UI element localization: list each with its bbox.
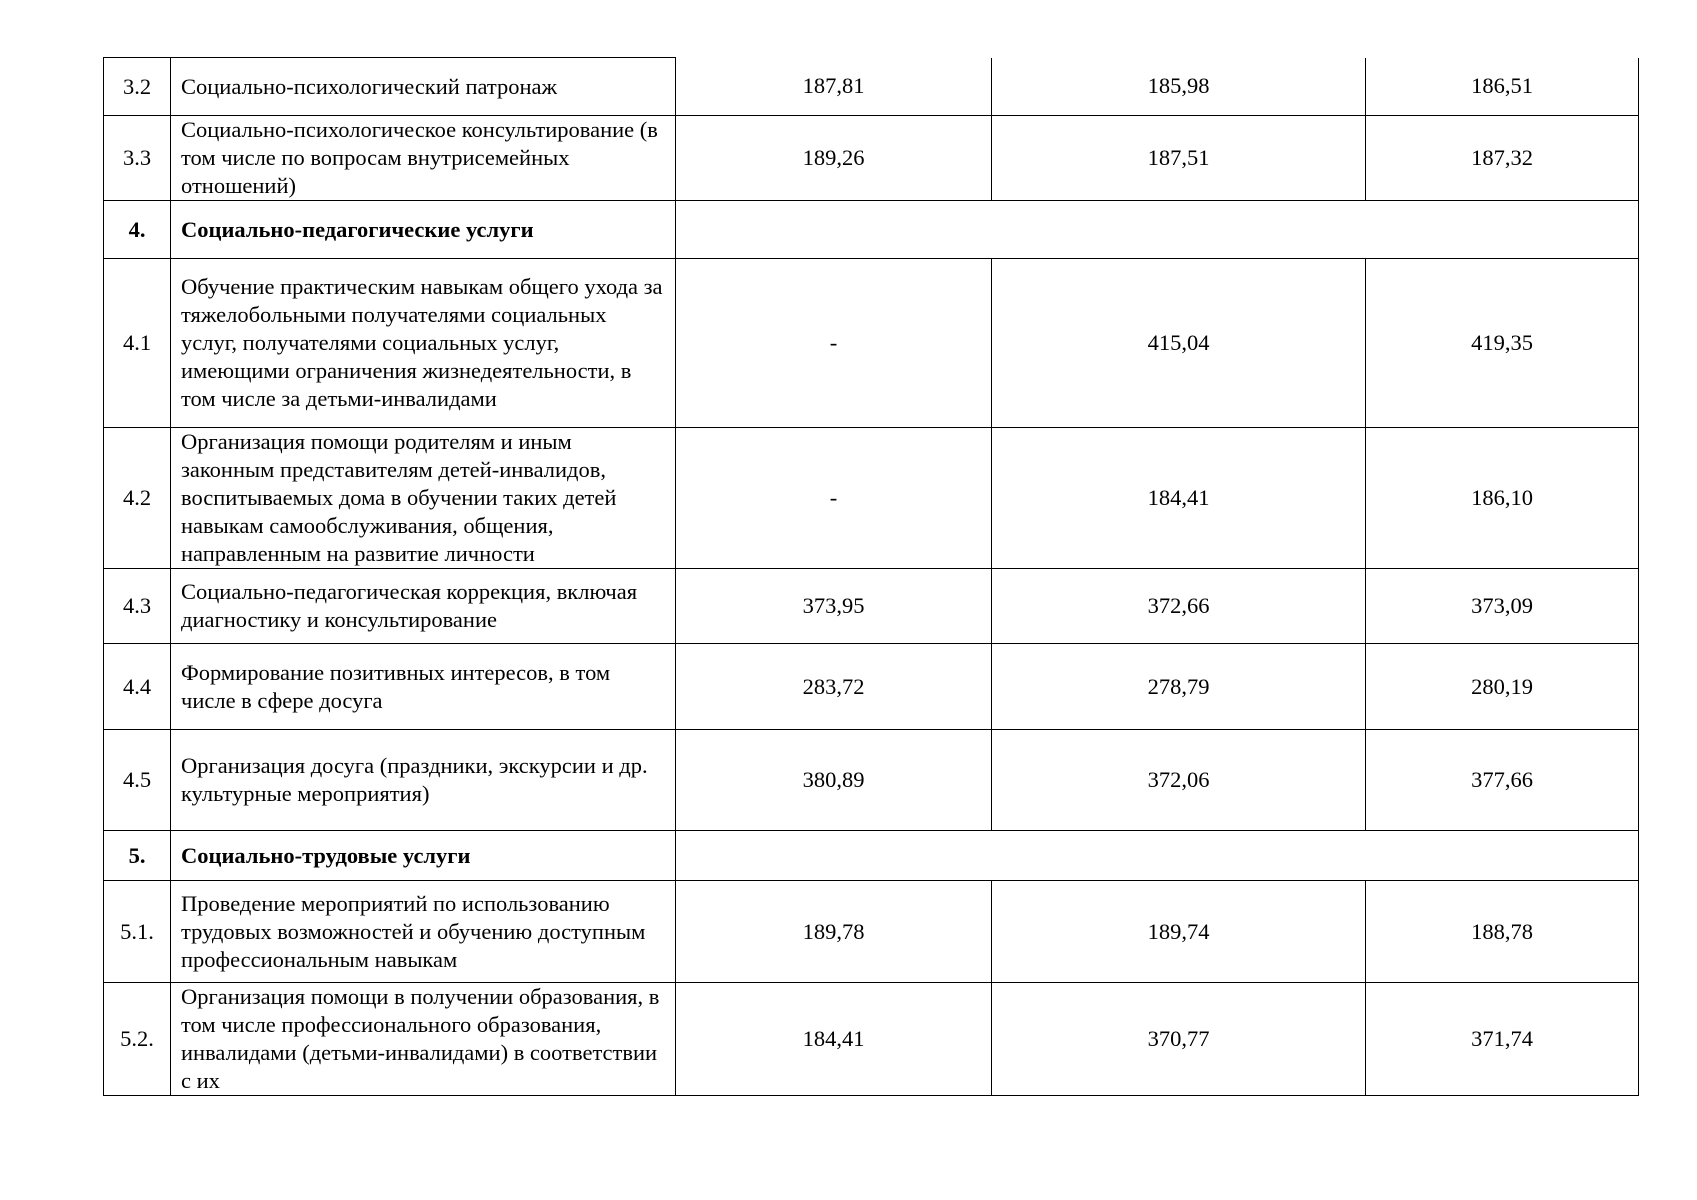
service-name: Обучение практическим навыкам общего ухода за тяжелобольными получателями социальных услуг, получателями социальных услуг, имеющими ограничения жизнедеятельности, в том числе за детьми-инвалидами xyxy=(171,259,676,428)
value-col-3: 186,10 xyxy=(1366,428,1639,569)
service-name: Социально-психологическое консультирование (в том числе по вопросам внутрисемейных отношений) xyxy=(171,116,676,201)
row-number: 5.2. xyxy=(104,983,171,1096)
row-number: 4.1 xyxy=(104,259,171,428)
value-col-2: 185,98 xyxy=(992,58,1366,116)
section-row xyxy=(104,831,1639,881)
value-col-1: 373,95 xyxy=(676,569,992,644)
table-body xyxy=(104,58,1639,1096)
tariff-table xyxy=(103,57,1639,1096)
row-number: 4.2 xyxy=(104,428,171,569)
service-name: Социально-педагогическая коррекция, включая диагностику и консультирование xyxy=(171,569,676,644)
value-col-3: 186,51 xyxy=(1366,58,1639,116)
table-row xyxy=(104,58,1639,116)
value-col-3: 371,74 xyxy=(1366,983,1639,1096)
value-col-1: 380,89 xyxy=(676,730,992,831)
value-col-1: 187,81 xyxy=(676,58,992,116)
value-col-1: 189,78 xyxy=(676,881,992,983)
value-col-2: 415,04 xyxy=(992,259,1366,428)
row-number: 4.5 xyxy=(104,730,171,831)
table-row xyxy=(104,116,1639,201)
service-name: Организация помощи в получении образования, в том числе профессионального образования, инвалидами (детьми-инвалидами) в соответствии с их xyxy=(171,983,676,1096)
table-row xyxy=(104,644,1639,730)
value-col-1: - xyxy=(676,259,992,428)
row-number: 3.3 xyxy=(104,116,171,201)
value-col-2: 184,41 xyxy=(992,428,1366,569)
row-number: 5.1. xyxy=(104,881,171,983)
section-number: 5. xyxy=(104,831,171,881)
value-col-1: 184,41 xyxy=(676,983,992,1096)
table-row xyxy=(104,569,1639,644)
section-number: 4. xyxy=(104,201,171,259)
value-col-3: 419,35 xyxy=(1366,259,1639,428)
table-row xyxy=(104,428,1639,569)
value-col-3: 373,09 xyxy=(1366,569,1639,644)
service-name: Организация помощи родителям и иным законным представителям детей-инвалидов, воспитываемых дома в обучении таких детей навыкам самообслуживания, общения, направленным на развитие личности xyxy=(171,428,676,569)
table-row xyxy=(104,881,1639,983)
table-row xyxy=(104,730,1639,831)
value-col-2: 370,77 xyxy=(992,983,1366,1096)
table-row xyxy=(104,259,1639,428)
value-col-2: 372,66 xyxy=(992,569,1366,644)
value-col-2: 278,79 xyxy=(992,644,1366,730)
service-name: Социально-психологический патронаж xyxy=(171,58,676,116)
value-col-3: 280,19 xyxy=(1366,644,1639,730)
value-col-1: 189,26 xyxy=(676,116,992,201)
row-number: 4.4 xyxy=(104,644,171,730)
value-col-2: 372,06 xyxy=(992,730,1366,831)
value-col-1: - xyxy=(676,428,992,569)
row-number: 4.3 xyxy=(104,569,171,644)
section-title: Социально-педагогические услуги xyxy=(171,201,676,259)
service-name: Проведение мероприятий по использованию трудовых возможностей и обучению доступным профессиональным навыкам xyxy=(171,881,676,983)
section-row xyxy=(104,201,1639,259)
service-name: Организация досуга (праздники, экскурсии и др. культурные мероприятия) xyxy=(171,730,676,831)
value-col-3: 377,66 xyxy=(1366,730,1639,831)
value-col-2: 187,51 xyxy=(992,116,1366,201)
service-name: Формирование позитивных интересов, в том числе в сфере досуга xyxy=(171,644,676,730)
table-row xyxy=(104,983,1639,1096)
value-col-3: 188,78 xyxy=(1366,881,1639,983)
section-title: Социально-трудовые услуги xyxy=(171,831,676,881)
value-col-1: 283,72 xyxy=(676,644,992,730)
section-empty-cell xyxy=(676,201,1639,259)
value-col-2: 189,74 xyxy=(992,881,1366,983)
row-number: 3.2 xyxy=(104,58,171,116)
value-col-3: 187,32 xyxy=(1366,116,1639,201)
section-empty-cell xyxy=(676,831,1639,881)
